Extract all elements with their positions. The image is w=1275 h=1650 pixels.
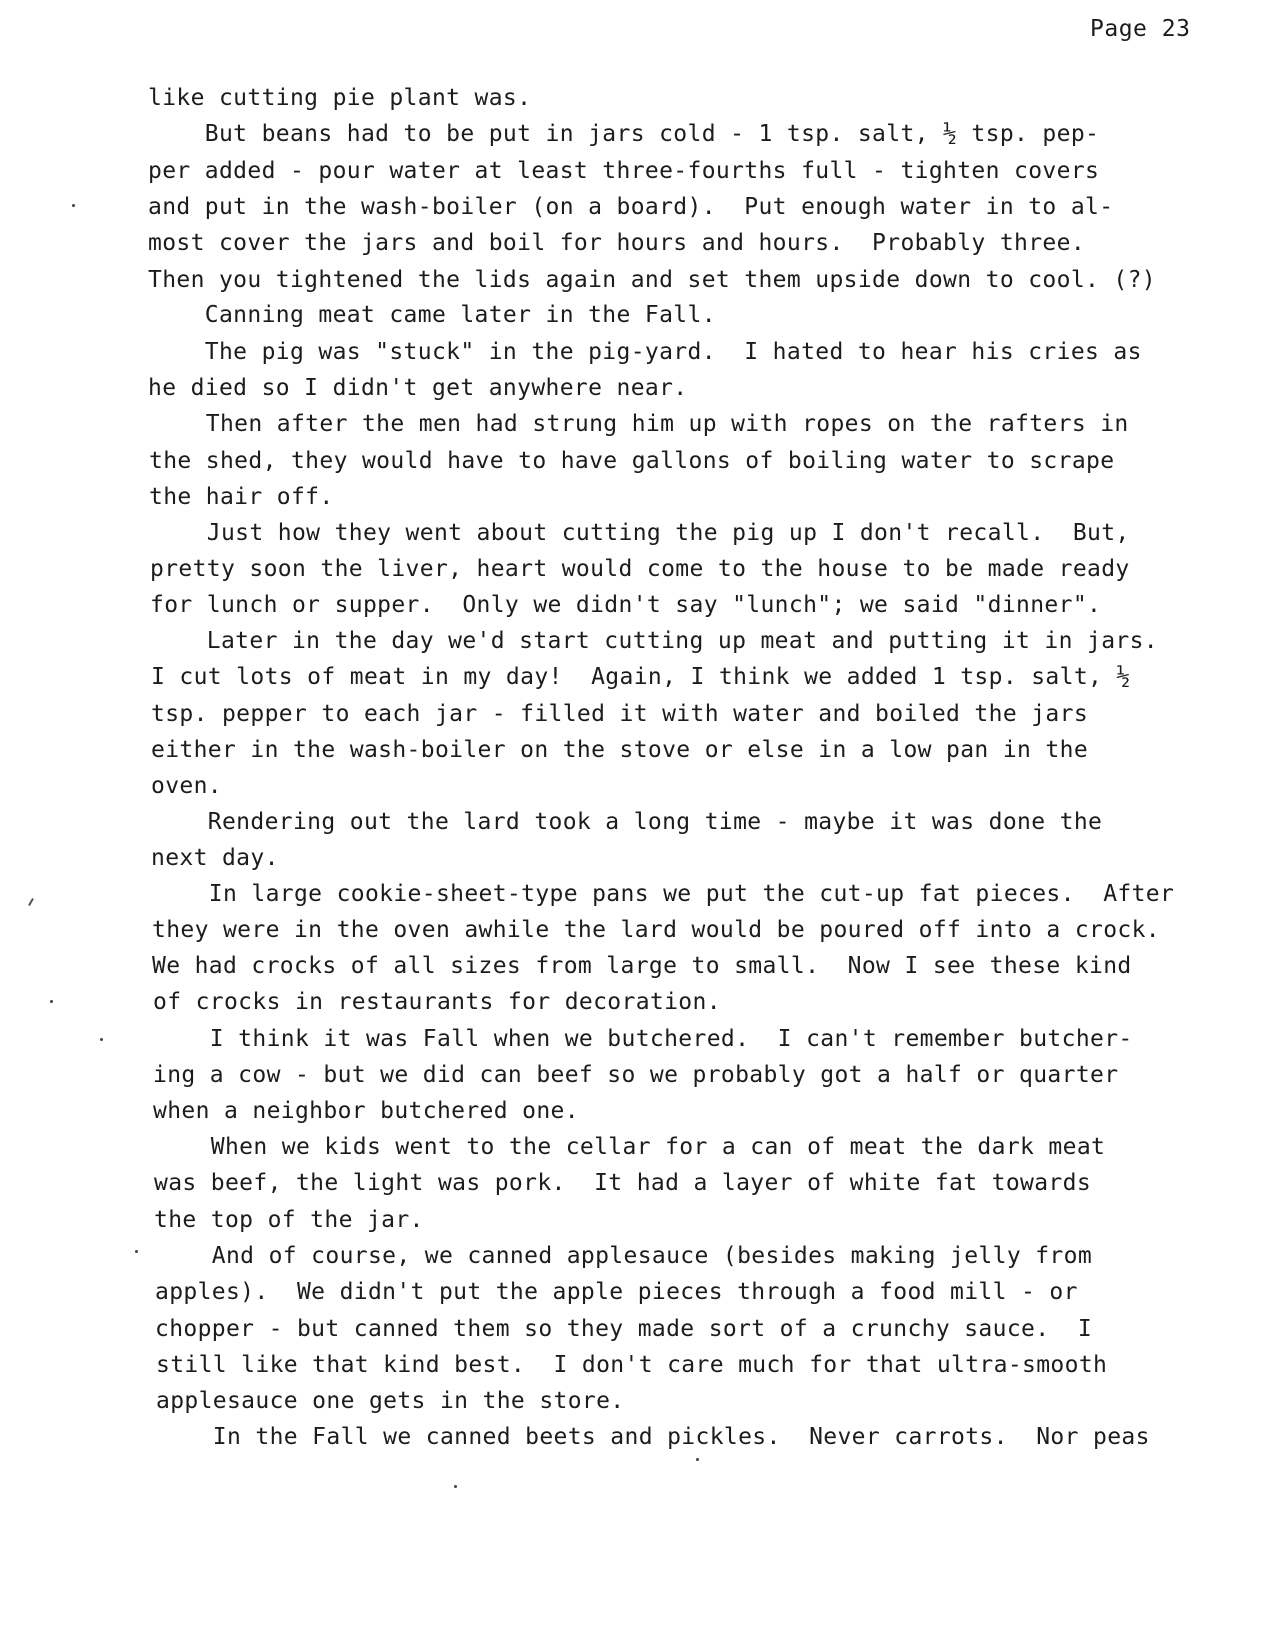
text-line: In large cookie-sheet-type pans we put the cut-up fat pieces. After [152, 881, 1175, 907]
text-line: Then you tightened the lids again and set them upside down to cool. (?) [148, 267, 1156, 293]
text-line: apples). We didn't put the apple pieces through a food mill - or [155, 1279, 1078, 1305]
text-line: of crocks in restaurants for decoration. [153, 989, 721, 1015]
text-line: pretty soon the liver, heart would come to the house to be made ready [150, 556, 1130, 582]
scan-speck [100, 1038, 103, 1041]
text-line: Later in the day we'd start cutting up meat and putting it in jars. [150, 628, 1158, 654]
text-line: When we kids went to the cellar for a can of meat the dark meat [154, 1134, 1106, 1160]
text-line: the shed, they would have to have gallons of boiling water to scrape [149, 448, 1115, 474]
scan-speck [72, 204, 75, 207]
text-line: And of course, we canned applesauce (besides making jelly from [155, 1243, 1093, 1269]
page-number: Page 23 [1090, 16, 1191, 42]
scan-speck [135, 1250, 138, 1253]
text-line: Rendering out the lard took a long time - maybe it was done the [151, 809, 1103, 835]
text-line: still like that kind best. I don't care much for that ultra-smooth [156, 1352, 1108, 1378]
text-line: ing a cow - but we did can beef so we probably got a half or quarter [153, 1062, 1119, 1088]
scan-speck [454, 1485, 457, 1488]
text-line: I cut lots of meat in my day! Again, I think we added 1 tsp. salt, ½ [151, 664, 1131, 690]
text-line: Just how they went about cutting the pig up I don't recall. But, [150, 520, 1130, 546]
scan-speck [696, 1458, 699, 1461]
text-line: most cover the jars and boil for hours and hours. Probably three. [148, 230, 1086, 256]
text-line: like cutting pie plant was. [148, 85, 532, 111]
text-line: tsp. pepper to each jar - filled it with water and boiled the jars [151, 701, 1089, 727]
text-line: was beef, the light was pork. It had a layer of white fat towards [154, 1170, 1092, 1196]
text-line: either in the wash-boiler on the stove or else in a low pan in the [151, 737, 1089, 763]
text-line: In the Fall we canned beets and pickles. Never carrots. Nor peas [156, 1424, 1150, 1450]
text-line: he died so I didn't get anywhere near. [148, 375, 688, 401]
text-line: the top of the jar. [154, 1207, 424, 1233]
text-line: Canning meat came later in the Fall. [148, 302, 716, 328]
text-line: when a neighbor butchered one. [153, 1098, 579, 1124]
scan-speck [50, 1000, 53, 1003]
text-line: I think it was Fall when we butchered. I can't remember butcher- [153, 1026, 1133, 1052]
text-line: chopper - but canned them so they made sort of a crunchy sauce. I [155, 1316, 1093, 1342]
text-line: the hair off. [149, 484, 334, 510]
text-line: But beans had to be put in jars cold - 1 tsp. salt, ½ tsp. pep- [148, 121, 1100, 147]
text-line: they were in the oven awhile the lard would be poured off into a crock. [152, 917, 1160, 943]
text-line: We had crocks of all sizes from large to small. Now I see these kind [152, 953, 1132, 979]
text-line: and put in the wash-boiler (on a board). Put enough water in to al- [148, 194, 1114, 220]
text-line: The pig was "stuck" in the pig-yard. I hated to hear his cries as [148, 339, 1142, 365]
text-line: Then after the men had strung him up with ropes on the rafters in [149, 411, 1129, 437]
text-line: for lunch or supper. Only we didn't say "lunch"; we said "dinner". [150, 592, 1102, 618]
text-line: applesauce one gets in the store. [156, 1388, 625, 1414]
text-line: oven. [151, 773, 222, 799]
text-line: per added - pour water at least three-fourths full - tighten covers [148, 158, 1100, 184]
text-line: next day. [151, 845, 279, 871]
